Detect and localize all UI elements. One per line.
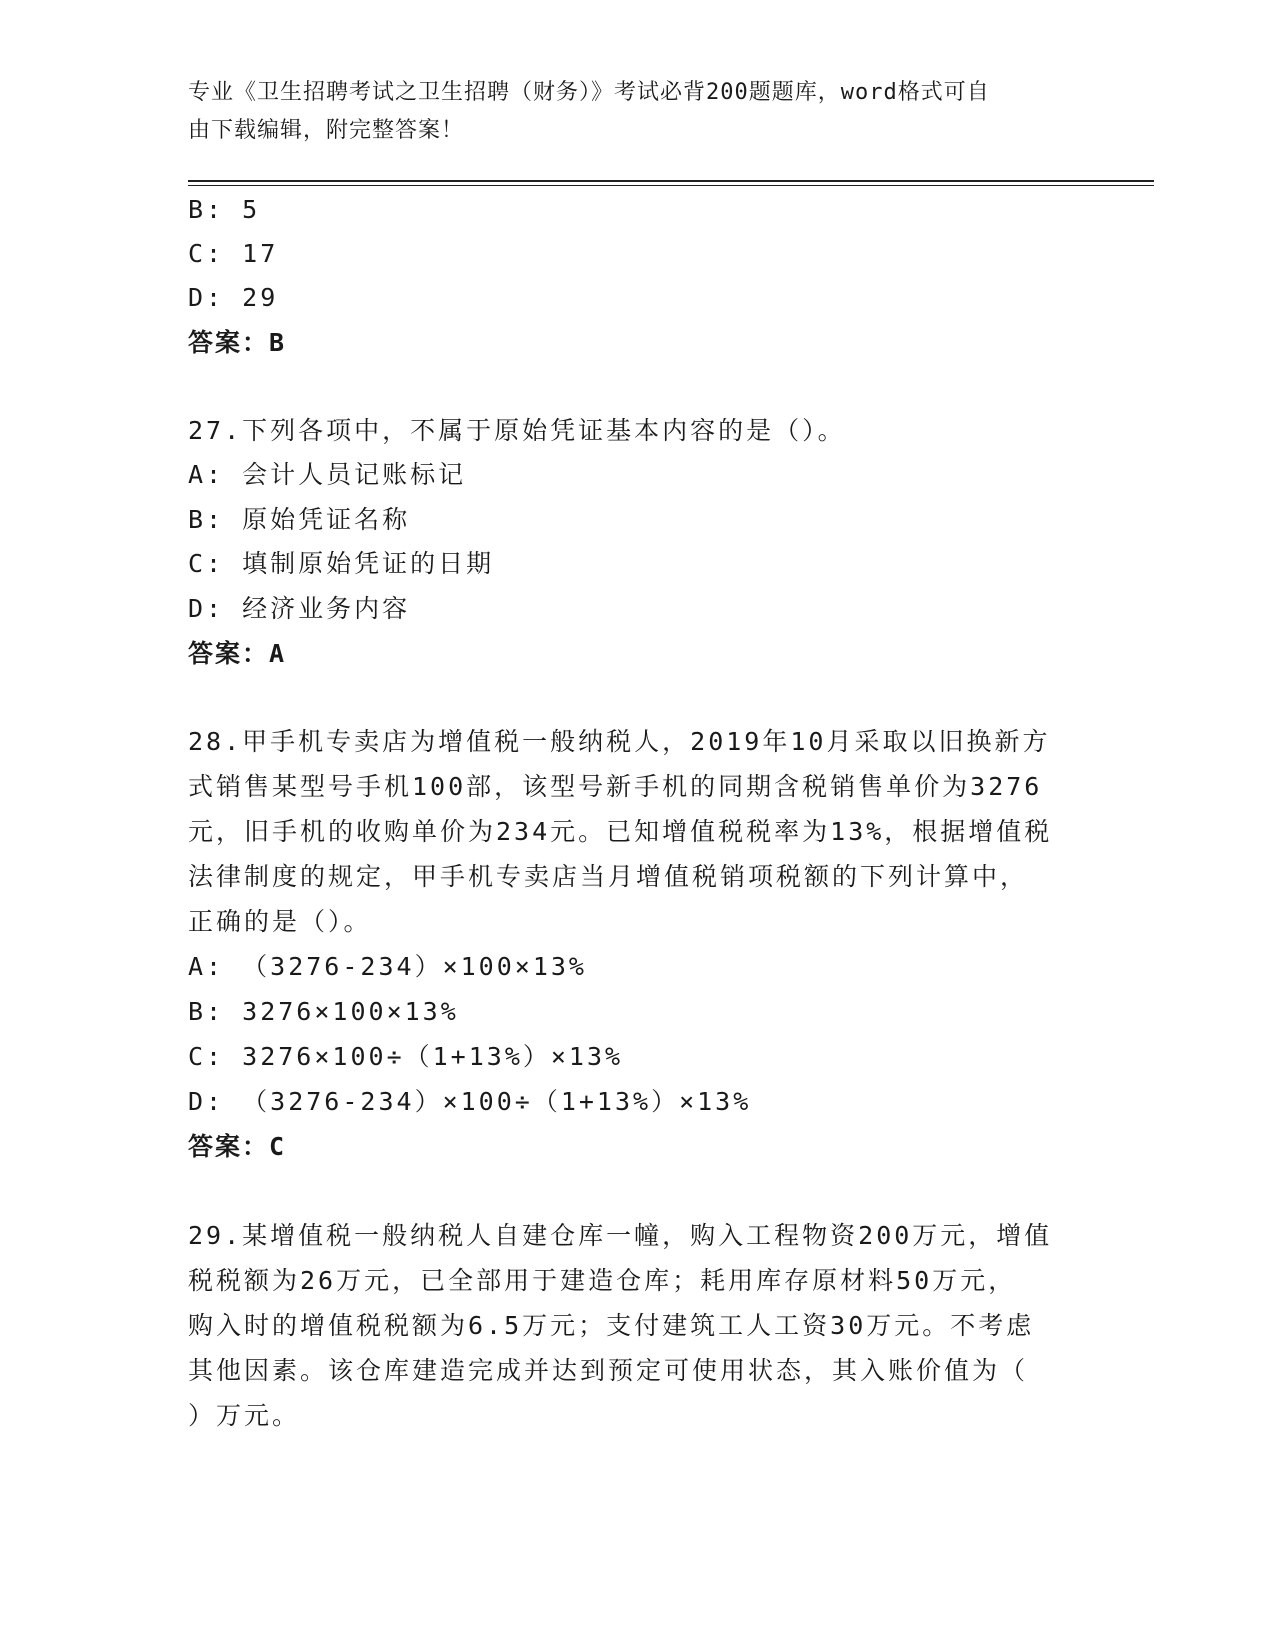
q29-stem-line: 其他因素。该仓库建造完成并达到预定可使用状态，其入账价值为（: [188, 1356, 1029, 1385]
header-line-1: 专业《卫生招聘考试之卫生招聘（财务）》考试必背200题题库，word格式可自: [188, 80, 990, 105]
q27-option-c: C: 填制原始凭证的日期: [188, 549, 495, 578]
q27-stem: 27.下列各项中，不属于原始凭证基本内容的是（）。: [188, 416, 846, 445]
q28-stem-line: 正确的是（）。: [188, 907, 372, 936]
q28-stem-line: 法律制度的规定，甲手机专卖店当月增值税销项税额的下列计算中，: [188, 862, 1029, 891]
q29-stem-line: 税税额为26万元，已全部用于建造仓库；耗用库存原材料50万元，: [188, 1266, 1017, 1295]
q26-option-b: B: 5: [188, 195, 261, 224]
q26-option-c: C: 17: [188, 239, 279, 268]
q29-stem-line: 29.某增值税一般纳税人自建仓库一幢，购入工程物资200万元，增值: [188, 1221, 1053, 1250]
q28-stem-line: 28.甲手机专卖店为增值税一般纳税人，2019年10月采取以旧换新方: [188, 727, 1051, 756]
q26-option-d: D: 29: [188, 283, 279, 312]
q27-option-b: B: 原始凭证名称: [188, 505, 411, 534]
q27-answer: 答案：A: [188, 639, 287, 668]
q27-option-d: D: 经济业务内容: [188, 594, 411, 623]
q29-stem-line: ）万元。: [188, 1401, 301, 1430]
q28-option-c: C: 3276×100÷（1+13%）×13%: [188, 1042, 624, 1071]
q28-stem-line: 式销售某型号手机100部，该型号新手机的同期含税销售单价为3276: [188, 772, 1043, 801]
document-header: [188, 74, 1068, 150]
q28-option-b: B: 3276×100×13%: [188, 997, 459, 1026]
header-line-2: 由下载编辑，附完整答案！: [188, 118, 465, 143]
header-divider: [188, 180, 1154, 182]
q27-option-a: A: 会计人员记账标记: [188, 460, 467, 489]
q28-answer: 答案：C: [188, 1132, 287, 1161]
q28-option-a: A: （3276-234）×100×13%: [188, 952, 587, 981]
q28-option-d: D: （3276-234）×100÷（1+13%）×13%: [188, 1087, 752, 1116]
header-divider-thin: [188, 185, 1154, 186]
q26-answer: 答案：B: [188, 328, 287, 357]
q28-stem-line: 元，旧手机的收购单价为234元。已知增值税税率为13%，根据增值税: [188, 817, 1053, 846]
q29-stem-line: 购入时的增值税税额为6.5万元；支付建筑工人工资30万元。不考虑: [188, 1311, 1035, 1340]
